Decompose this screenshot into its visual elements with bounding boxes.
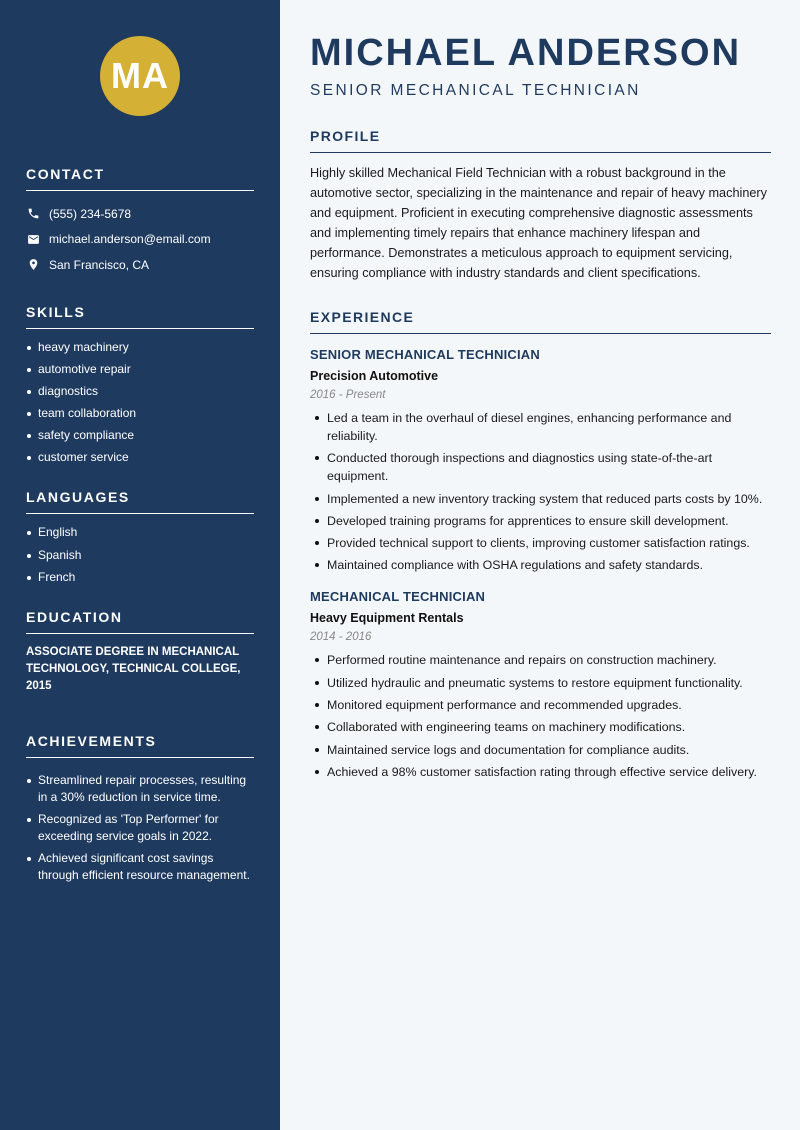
- language-item: French: [26, 569, 254, 586]
- job-bullets: [310, 409, 771, 574]
- job-dates: 2014 - 2016: [310, 631, 372, 644]
- contact-location: [26, 252, 254, 278]
- job-bullet: Maintained service logs and documentation for compliance audits.: [310, 741, 771, 759]
- language-item: Spanish: [26, 547, 254, 564]
- achievement-item: Streamlined repair processes, resulting in a 30% reduction in service time.: [26, 772, 254, 806]
- contact-phone: [26, 201, 254, 227]
- job-dates: 2016 - Present: [310, 389, 386, 401]
- contact-heading: CONTACT: [26, 166, 254, 191]
- education-entry: ASSOCIATE DEGREE IN MECHANICAL TECHNOLOGY, TECHNICAL COLLEGE, 2015: [26, 645, 241, 692]
- contact-email: [26, 227, 254, 253]
- job-bullet: Provided technical support to clients, improving customer satisfaction ratings.: [310, 534, 771, 552]
- language-item: English: [26, 524, 254, 541]
- job-title: SENIOR MECHANICAL TECHNICIAN: [310, 347, 540, 362]
- job-company: Heavy Equipment Rentals: [310, 611, 464, 626]
- profile-heading: PROFILE: [310, 128, 771, 153]
- job-bullet: Led a team in the overhaul of diesel engines, enhancing performance and reliability.: [310, 409, 771, 445]
- profile-section: [310, 128, 771, 283]
- skills-heading: SKILLS: [26, 304, 254, 329]
- skill-item: heavy machinery: [26, 339, 254, 356]
- job-company: Precision Automotive: [310, 369, 439, 383]
- job-bullet: Utilized hydraulic and pneumatic systems to restore equipment functionality.: [310, 674, 771, 692]
- phone-icon: [26, 207, 40, 221]
- experience-heading: EXPERIENCE: [310, 309, 771, 334]
- job-bullet: Conducted thorough inspections and diagnostics using state-of-the-art equipment.: [310, 449, 771, 485]
- skill-item: customer service: [26, 449, 254, 466]
- job-bullet: Developed training programs for apprentices to ensure skill development.: [310, 512, 771, 530]
- job-title: MECHANICAL TECHNICIAN: [310, 589, 486, 605]
- avatar: [100, 36, 180, 116]
- education-heading: EDUCATION: [26, 609, 254, 634]
- profile-text: Highly skilled Mechanical Field Technician with a robust background in the automotive sector, specializing in the maintenance and repair of heavy machinery and equipment. Proficient in executing comprehensive diagnostic assessments and implementing timely repairs that enhance machinery lifespan and performance. Demonstrates a meticulous approach to equipment servicing, ensuring compliance with industry standards and client specifications.: [310, 166, 768, 280]
- skill-item: team collaboration: [26, 405, 254, 422]
- achievement-item: Recognized as 'Top Performer' for exceeding service goals in 2022.: [26, 811, 254, 845]
- skill-item: automotive repair: [26, 361, 254, 378]
- email-text: michael.anderson@email.com: [49, 232, 211, 247]
- achievements-list: [26, 772, 254, 884]
- skills-list: [26, 339, 254, 467]
- languages-heading: LANGUAGES: [26, 489, 254, 514]
- contact-section: [26, 166, 254, 278]
- job-bullet: Maintained compliance with OSHA regulations and safety standards.: [310, 556, 771, 574]
- skill-item: safety compliance: [26, 427, 254, 444]
- skills-section: [26, 304, 254, 467]
- education-section: [26, 609, 254, 695]
- location-pin-icon: [26, 258, 40, 272]
- skill-item: diagnostics: [26, 383, 254, 400]
- achievements-heading: ACHIEVEMENTS: [26, 733, 254, 758]
- candidate-role: SENIOR MECHANICAL TECHNICIAN: [310, 82, 641, 99]
- candidate-name: MICHAEL ANDERSON: [310, 32, 742, 74]
- sidebar: [0, 0, 280, 1130]
- phone-text: (555) 234-5678: [49, 206, 132, 221]
- avatar-initials: MA: [111, 55, 169, 96]
- email-icon: [26, 232, 40, 246]
- job-entry: [310, 347, 771, 574]
- job-bullet: Monitored equipment performance and recommended upgrades.: [310, 696, 771, 714]
- languages-section: [26, 489, 254, 585]
- experience-section: [310, 309, 771, 781]
- main-content: [310, 0, 771, 785]
- job-bullet: Collaborated with engineering teams on machinery modifications.: [310, 718, 771, 736]
- job-bullets: [310, 651, 771, 780]
- location-text: San Francisco, CA: [49, 257, 150, 272]
- job-entry: [310, 589, 771, 780]
- achievements-section: [26, 733, 254, 884]
- job-bullet: Performed routine maintenance and repairs on construction machinery.: [310, 651, 771, 669]
- job-bullet: Achieved a 98% customer satisfaction rating through effective service delivery.: [310, 763, 771, 781]
- achievement-item: Achieved significant cost savings through efficient resource management.: [26, 850, 254, 884]
- job-bullet: Implemented a new inventory tracking system that reduced parts costs by 10%.: [310, 490, 771, 508]
- languages-list: [26, 524, 254, 585]
